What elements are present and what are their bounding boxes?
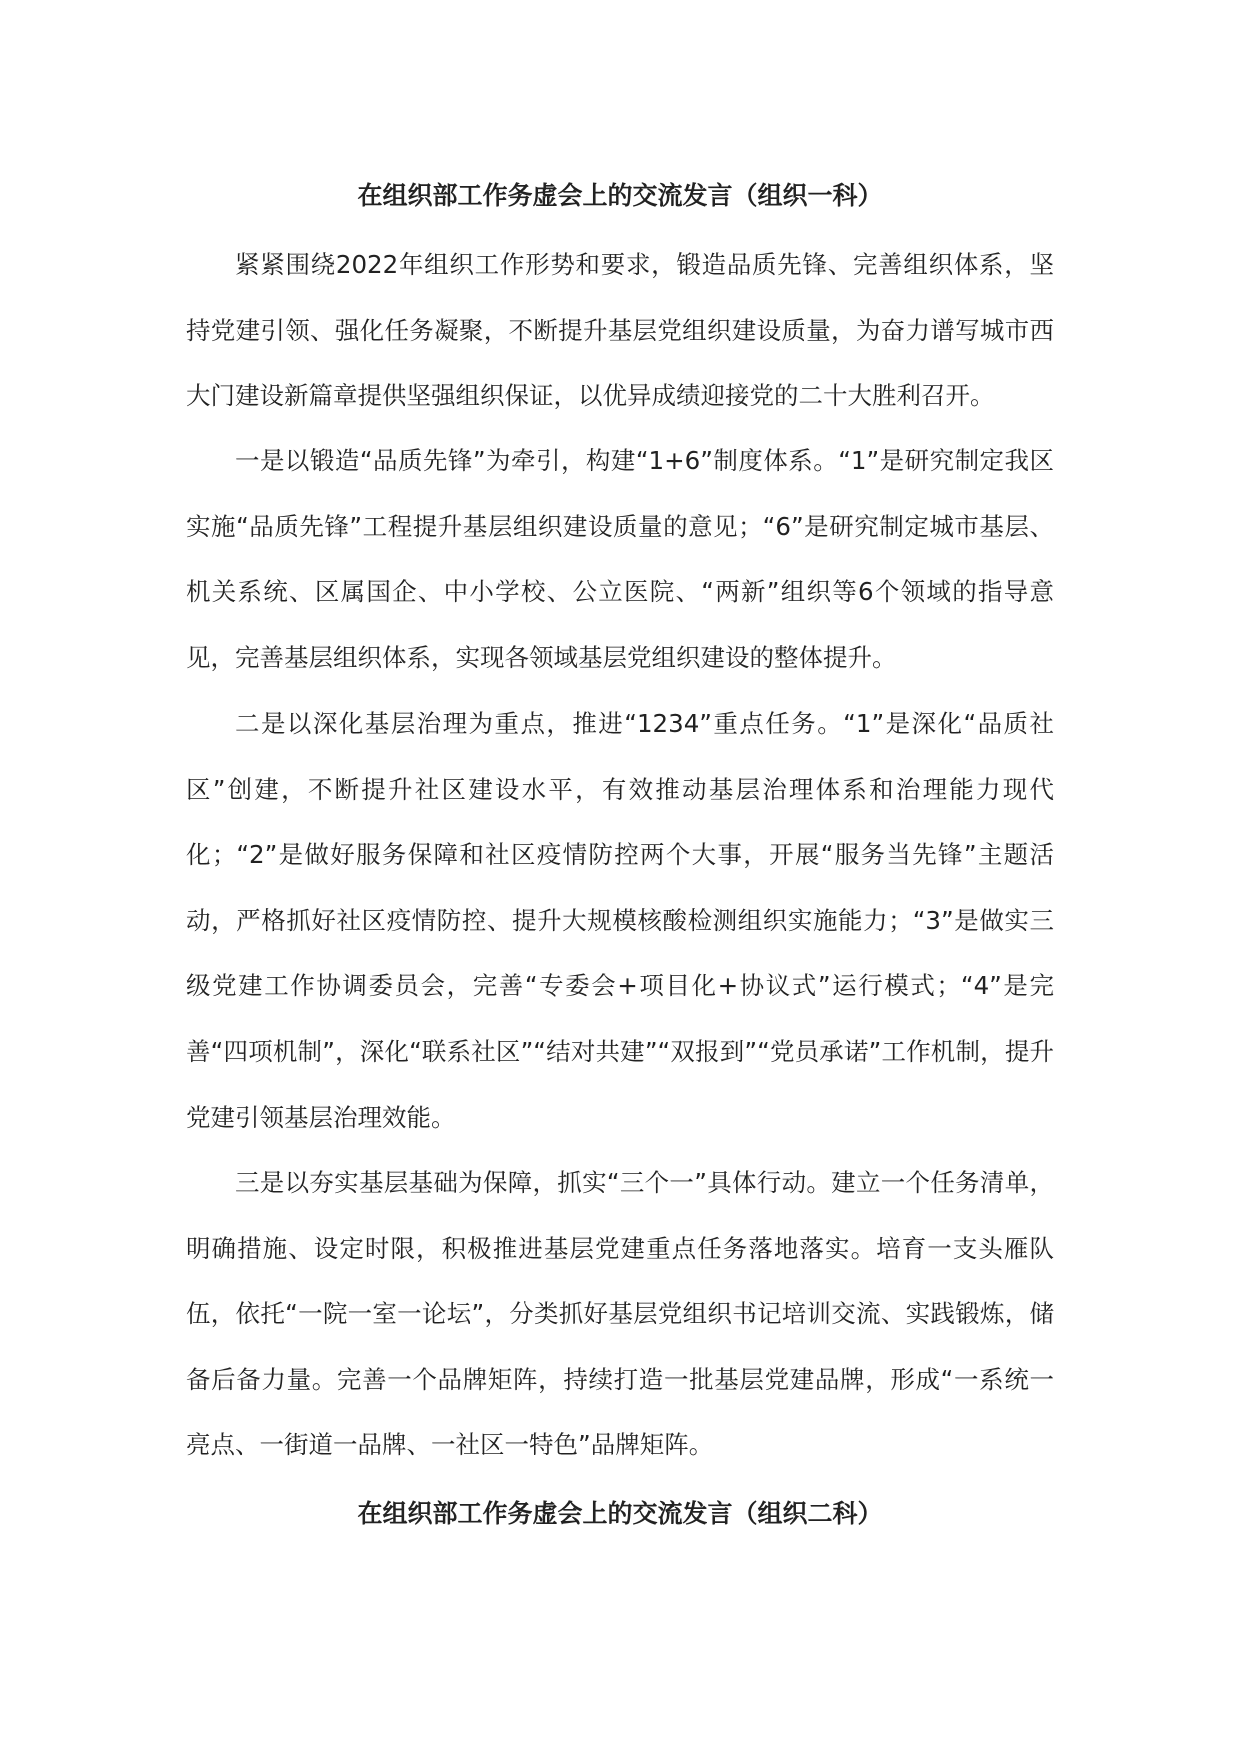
paragraph-intro: 紧紧围绕2022年组织工作形势和要求，锻造品质先锋、完善组织体系，坚持党建引领、强化任务凝聚，不断提升基层党组织建设质量，为奋力谱写城市西大门建设新篇章提供坚强组织保证，以优异成绩迎接党的二十大胜利召开。 <box>186 250 1054 411</box>
paragraph-point-one: 一是以锻造“品质先锋”为牵引，构建“1+6”制度体系。“1”是研究制定我区实施“品质先锋”工程提升基层组织建设质量的意见；“6”是研究制定城市基层、机关系统、区属国企、中小学校、公立医院、“两新”组织等6个领域的指导意见，完善基层组织体系，实现各领域基层党组织建设的整体提升。 <box>186 446 1054 672</box>
paragraph-point-three: 三是以夯实基层基础为保障，抓实“三个一”具体行动。建立一个任务清单，明确措施、设定时限，积极推进基层党建重点任务落地落实。培育一支头雁队伍，依托“一院一室一论坛”，分类抓好基层党组织书记培训交流、实践锻炼，储备后备力量。完善一个品牌矩阵，持续打造一批基层党建品牌，形成“一系统一亮点、一街道一品牌、一社区一特色”品牌矩阵。 <box>186 1168 1054 1460</box>
document-title: 在组织部工作务虚会上的交流发言（组织一科） <box>357 181 883 210</box>
paragraph-point-two: 二是以深化基层治理为重点，推进“1234”重点任务。“1”是深化“品质社区”创建，不断提升社区建设水平，有效推动基层治理体系和治理能力现代化；“2”是做好服务保障和社区疫情防控两个大事，开展“服务当先锋”主题活动，严格抓好社区疫情防控、提升大规模核酸检测组织实施能力；“3”是做实三级党建工作协调委员会，完善“专委会+项目化+协议式”运行模式；“4”是完善“四项机制”，深化“联系社区”“结对共建”“双报到”“党员承诺”工作机制，提升党建引领基层治理效能。 <box>186 709 1054 1132</box>
next-section-title: 在组织部工作务虚会上的交流发言（组织二科） <box>357 1499 883 1528</box>
